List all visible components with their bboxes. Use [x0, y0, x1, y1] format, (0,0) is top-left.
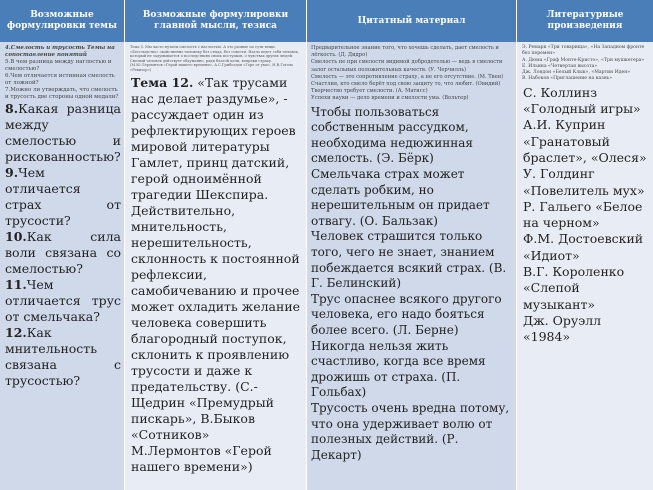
thesis-small-text: Тема 5. Мы часто путаем смелость с наглостью. А это разные по сути вещи. «Бесстыдство» свойственно человеку без стыда, без совести. Нагло ведет себя человек, который не задумывается о последствиях своих поступков, о чувствах других людей. Смелый человек действует обдуманно, ради благой цели, вопреки страху. (М.Ю.Лермонтов «Герой нашего времени», А.С.Грибоедов «Горе от ума», Н.В.Гоголь «Ревизор»)	[130, 45, 299, 72]
topic-question: 9.Чем отличается страх от трусости?	[5, 165, 121, 228]
work-item: Р. Гальего «Белое на черном»	[523, 198, 643, 231]
header-literary-works: Литературные произведения	[517, 0, 653, 42]
topics-small-list	[0, 42, 124, 101]
topic-question: 11.Чем отличается трус от смельчака?	[5, 277, 121, 324]
work-item: В. Набоков «Приглашение на казнь»	[522, 76, 613, 82]
work-item: С. Коллинз «Голодный игры»	[523, 84, 641, 117]
work-item: А. Дюма «Граф Монте-Кристо», «Три мушкетера»	[522, 57, 645, 63]
work-item: У. Голдинг «Повелитель мух»	[523, 166, 645, 198]
quote-item: Счастлив, кто смело берёт под свою защиту то, что любит. (Овидий)	[311, 81, 501, 88]
quote-item: Смелость — это сопротивление страху, а не его отсутствие. (М. Твен)	[311, 73, 504, 80]
work-item: В.Г. Короленко «Слепой музыкант»	[523, 264, 625, 312]
thesis-main-text: Тема 12. «Так трусами нас делает раздумье», - рассуждает один из рефлектирующих героев мировой литературы Гамлет, принц датский, герой одноимённой трагедии Шекспира. Действительно, мнительность, нерешительность, склонность к постоянной рефлексии, самобичеванию и прочее может охладить желание человека совершить благородный поступок, склонить к проявлению трусости и даже к предательству. (С.-Щедрин «Премудрый пискарь», В.Быков «Сотников» М.Лермонтов «Герой нашего времени»)	[131, 74, 301, 474]
topics-big-list	[0, 101, 124, 389]
quote-item: Трусость очень вредна потому, что она удерживает волю от полезных действий. (Р. Декарт)	[311, 400, 510, 462]
quote-item: Чтобы пользоваться собственным рассудком, необходима недюжинная смелость. (Э. Бёрк)	[311, 104, 473, 166]
work-item: Э. Ремарк «Три товарища», «На Западном фронте без перемен»	[522, 45, 645, 57]
work-item: Дж. Оруэлл «1984»	[523, 312, 602, 345]
header-thesis-wordings: Возможные формулировки главной мысли, тезиса	[125, 0, 307, 42]
work-item: Ф.М. Достоевский «Идиот»	[523, 231, 644, 263]
work-item: А.И. Куприн «Гранатовый браслет», «Олеся»	[523, 117, 647, 165]
quote-item: Успехи науки — дело времени и смелости ума. (Вольтер)	[311, 95, 469, 102]
topic-item: 6.Чем отличается истинная смелость от ложной?	[5, 73, 115, 86]
works-big-list	[517, 83, 653, 346]
topic-question: 10.Как сила воли связана со смелостью?	[5, 229, 121, 276]
topic-item: 5.В чем разница между наглостью и смелостью?	[5, 59, 112, 72]
topic-question: 12.Как мнительность связана с трусостью?	[5, 325, 121, 388]
quote-item: Смельчака страх может сделать робким, но нерешительным он придает отвагу. (О. Бальзак)	[311, 167, 490, 228]
work-item: Дж. Лондон «Белый Клык», «Мартин Иден»	[522, 70, 631, 76]
column-works	[517, 42, 653, 490]
column-topics	[0, 42, 125, 490]
works-small-list	[517, 42, 653, 83]
work-item: Е. Ильина «Четвертая высота»	[522, 63, 598, 69]
topic-question: 8.Какая разница между смелостью и рискованностью?	[5, 101, 121, 164]
topic-item: 7.Можно ли утверждать, что смелость и трусость две стороны одной медали?	[5, 87, 119, 100]
header-topic-wordings: Возможные формулировки темы	[0, 0, 125, 42]
header-quotations: Цитатный материал	[307, 0, 517, 42]
quotes-big-list	[307, 103, 516, 464]
topic-item: 4.Смелость и трусость Темы на сопоставление понятий	[5, 45, 115, 58]
quote-item: Никогда нельзя жить счастливо, когда все время дрожишь от страха. (П. Гольбах)	[311, 338, 486, 400]
quote-item: Смелость не при смелости видимой добродетелью — ведь в смелости залог остальных положительных качеств. (У. Черчилль)	[311, 59, 503, 73]
quote-item: Предварительное знание того, что хочешь сделать, дает смелость и лёгкость. (Д. Дидро)	[311, 45, 499, 59]
quote-item: Человек страшится только того, чего не знает, знанием побеждается всякий страх. (В. Г. Белинский)	[311, 229, 507, 291]
column-quotes	[307, 42, 517, 490]
quote-item: Трус опаснее всякого другого человека, его надо бояться более всего. (Л. Берне)	[311, 291, 502, 337]
quote-item: Творчество требует смелости. (А. Матисс)	[311, 88, 428, 95]
quotes-small-list	[307, 42, 516, 103]
column-thesis	[125, 42, 307, 490]
